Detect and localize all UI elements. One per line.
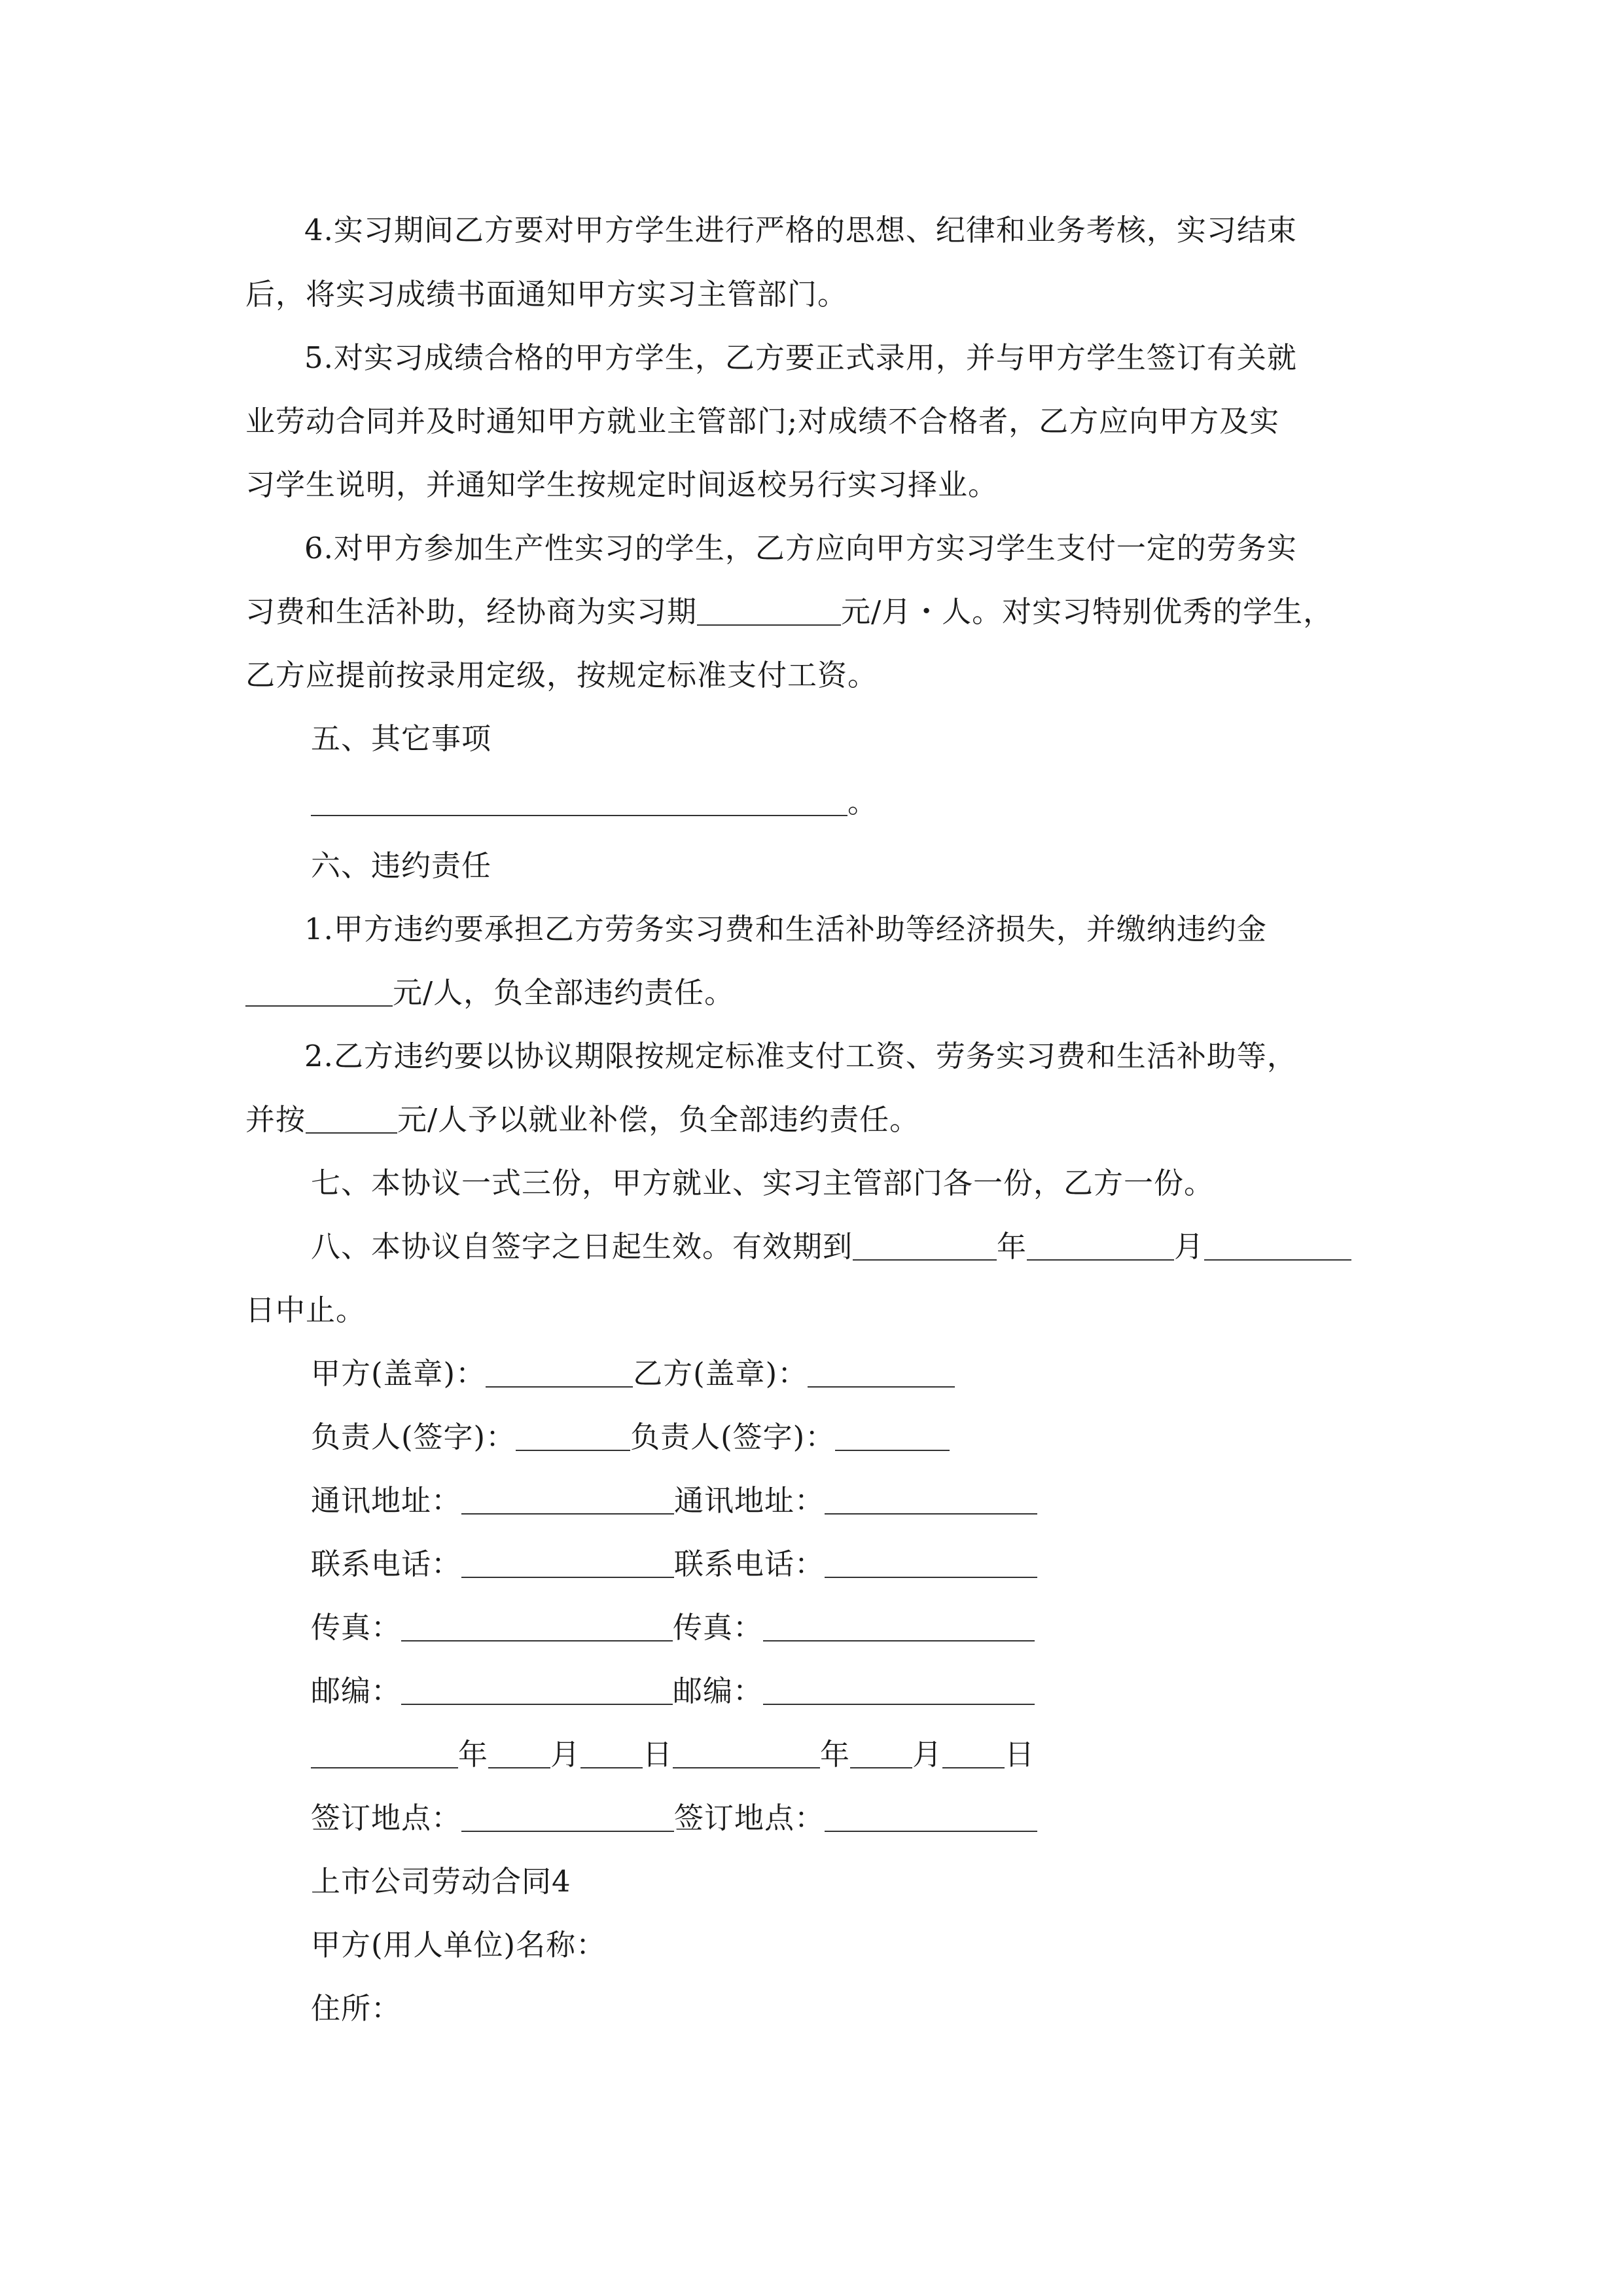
- phone-b-label: 联系电话：: [674, 1547, 825, 1581]
- fax-a-label: 传真：: [311, 1610, 402, 1645]
- clause-6-line-2-start: 习费和生活补助，经协商为实习期: [245, 594, 698, 629]
- date-b-day-blank[interactable]: [942, 1738, 1005, 1768]
- expiry-year-blank[interactable]: [853, 1230, 997, 1261]
- date-b-year: 年: [820, 1737, 851, 1772]
- section-6-p1-line-2-text: 元/人，负全部违约责任。: [393, 975, 735, 1010]
- postcode-b-blank[interactable]: [763, 1675, 1035, 1705]
- section-6-p2-line-2-start: 并按: [245, 1102, 306, 1137]
- compensation-amount-blank[interactable]: [306, 1103, 397, 1134]
- section-8-year: 年: [997, 1229, 1027, 1264]
- clause-6-line-2: [245, 592, 1333, 632]
- fax-a-blank[interactable]: [401, 1611, 673, 1641]
- section-8-line-2: 日中止。: [245, 1293, 366, 1327]
- clause-4-line-1: 4.实习期间乙方要对甲方学生进行严格的思想、纪律和业务考核，实习结束: [304, 213, 1297, 247]
- employer-address-label: 住所：: [311, 1991, 402, 2026]
- phone-a-blank[interactable]: [461, 1548, 674, 1578]
- section-7: 七、本协议一式三份，甲方就业、实习主管部门各一份，乙方一份。: [311, 1166, 1215, 1200]
- party-b-seal-blank[interactable]: [808, 1357, 955, 1388]
- next-contract-title: 上市公司劳动合同4: [311, 1864, 571, 1899]
- clause-5-line-1: 5.对实习成绩合格的甲方学生，乙方要正式录用，并与甲方学生签订有关就: [304, 340, 1297, 375]
- section-6-p2-line-2-end: 元/人予以就业补偿，负全部违约责任。: [397, 1102, 920, 1137]
- section-6-title: 六、违约责任: [311, 848, 492, 883]
- person-b-label: 负责人(签字)：: [630, 1420, 836, 1454]
- postcode-b-label: 邮编：: [673, 1674, 764, 1708]
- date-a-month: 月: [550, 1737, 581, 1772]
- seal-row: [311, 1354, 955, 1393]
- section-6-p2-line-2: [245, 1100, 919, 1139]
- phone-a-label: 联系电话：: [311, 1547, 462, 1581]
- fax-b-blank[interactable]: [763, 1611, 1035, 1641]
- section-8-month: 月: [1174, 1229, 1205, 1264]
- section-5-blank-line: [311, 783, 878, 822]
- person-b-blank[interactable]: [835, 1421, 950, 1451]
- section-8-line-1: [311, 1227, 1351, 1266]
- place-b-label: 签订地点：: [674, 1801, 825, 1835]
- section-6-p2-line-1: 2.乙方违约要以协议期限按规定标准支付工资、劳务实习费和生活补助等，: [304, 1039, 1297, 1073]
- person-a-blank[interactable]: [516, 1421, 630, 1451]
- date-b-day: 日: [1005, 1737, 1035, 1772]
- party-a-seal-blank[interactable]: [486, 1357, 633, 1388]
- internship-fee-blank[interactable]: [697, 596, 841, 626]
- penalty-amount-blank[interactable]: [245, 977, 393, 1007]
- date-a-day-blank[interactable]: [580, 1738, 643, 1768]
- place-b-blank[interactable]: [825, 1802, 1037, 1832]
- date-b-month-blank[interactable]: [850, 1738, 912, 1768]
- date-row: [311, 1735, 1035, 1774]
- section-5-end: 。: [847, 785, 878, 819]
- postcode-a-label: 邮编：: [311, 1674, 402, 1708]
- phone-b-blank[interactable]: [825, 1548, 1037, 1578]
- place-row: [311, 1799, 1037, 1838]
- clause-6-line-1: 6.对甲方参加生产性实习的学生，乙方应向甲方实习学生支付一定的劳务实: [304, 531, 1297, 565]
- expiry-month-blank[interactable]: [1027, 1230, 1174, 1261]
- date-a-year: 年: [458, 1737, 489, 1772]
- other-matters-blank[interactable]: [311, 786, 847, 816]
- address-a-label: 通讯地址：: [311, 1483, 462, 1518]
- place-a-blank[interactable]: [461, 1802, 674, 1832]
- clause-6-line-2-end: 元/月・人。对实习特别优秀的学生，: [841, 594, 1334, 629]
- section-6-p1-line-1: 1.甲方违约要承担乙方劳务实习费和生活补助等经济损失，并缴纳违约金: [304, 912, 1267, 946]
- address-row: [311, 1481, 1037, 1520]
- fax-row: [311, 1608, 1035, 1647]
- date-a-month-blank[interactable]: [488, 1738, 550, 1768]
- date-a-year-blank[interactable]: [311, 1738, 458, 1768]
- party-b-seal-label: 乙方(盖章)：: [633, 1356, 808, 1391]
- date-a-day: 日: [643, 1737, 673, 1772]
- address-b-blank[interactable]: [825, 1484, 1037, 1515]
- postcode-row: [311, 1672, 1035, 1711]
- section-6-p1-line-2: [245, 973, 734, 1013]
- clause-4-line-2: 后，将实习成绩书面通知甲方实习主管部门。: [245, 277, 848, 312]
- section-5-title: 五、其它事项: [311, 721, 492, 756]
- phone-row: [311, 1545, 1037, 1584]
- date-b-month: 月: [912, 1737, 943, 1772]
- clause-5-line-2: 业劳动合同并及时通知甲方就业主管部门;对成绩不合格者，乙方应向甲方及实: [245, 404, 1280, 439]
- employer-name-label: 甲方(用人单位)名称：: [311, 1928, 607, 1962]
- person-a-label: 负责人(签字)：: [311, 1420, 516, 1454]
- signature-row: [311, 1418, 950, 1457]
- postcode-a-blank[interactable]: [401, 1675, 673, 1705]
- fax-b-label: 传真：: [673, 1610, 764, 1645]
- section-8-text: 八、本协议自签字之日起生效。有效期到: [311, 1229, 853, 1264]
- address-b-label: 通讯地址：: [674, 1483, 825, 1518]
- address-a-blank[interactable]: [461, 1484, 674, 1515]
- place-a-label: 签订地点：: [311, 1801, 462, 1835]
- clause-6-line-3: 乙方应提前按录用定级，按规定标准支付工资。: [245, 658, 878, 692]
- clause-5-line-3: 习学生说明，并通知学生按规定时间返校另行实习择业。: [245, 467, 999, 502]
- party-a-seal-label: 甲方(盖章)：: [311, 1356, 486, 1391]
- expiry-day-blank[interactable]: [1204, 1230, 1351, 1261]
- date-b-year-blank[interactable]: [673, 1738, 820, 1768]
